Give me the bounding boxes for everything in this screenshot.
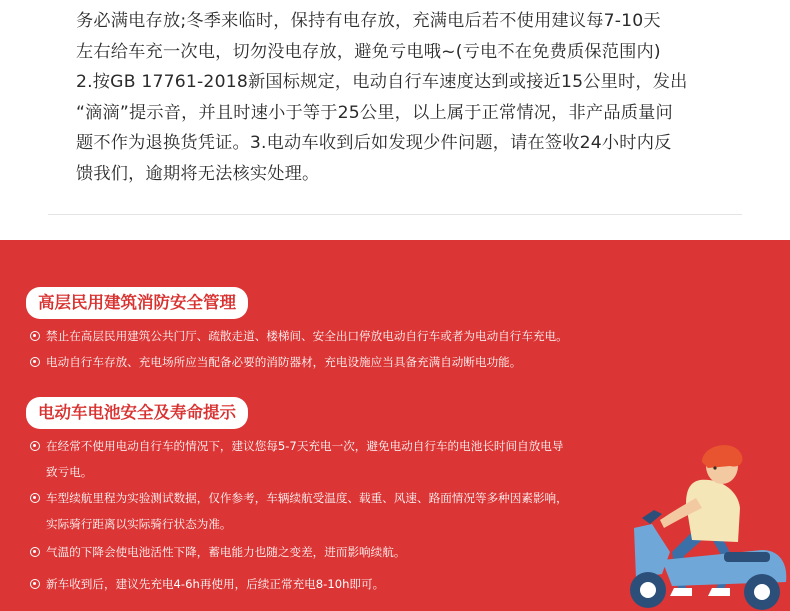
notice-line: 馈我们，逾期将无法核实处理。 — [76, 163, 320, 184]
scooter-rider-illustration — [612, 440, 790, 611]
notice-line: 2.按GB 17761-2018新国标规定，电动自行车速度达到或接近15公里时，发出 — [76, 72, 688, 92]
notice-line: 题不作为退换货凭证。3.电动车收到后如发现少件问题，请在签收24小时内反 — [76, 133, 672, 153]
battery-tip-item: 车型续航里程为实验测试数据，仅作参考，车辆续航受温度、载重、风速、路面情况等多种因素影响， 实际骑行距离以实际骑行状态为准。 — [30, 485, 568, 537]
fire-safety-heading: 高层民用建筑消防安全管理 — [26, 287, 248, 319]
battery-safety-heading: 电动车电池安全及寿命提示 — [26, 397, 248, 429]
helmet-icon — [702, 445, 742, 468]
rider-head — [702, 445, 742, 484]
bullet-ring-icon — [30, 357, 40, 367]
product-notice-section — [0, 0, 790, 240]
bullet-ring-icon — [30, 331, 40, 341]
battery-tip-item: 气温的下降会使电池活性下降，蓄电能力也随之变差，进而影响续航。 — [30, 539, 405, 565]
battery-tip-item: 新车收到后，建议先充电4-6h再使用，后续正常充电8-10h即可。 — [30, 571, 384, 597]
notice-line: 务必满电存放;冬季来临时，保持有电存放，充满电后若不使用建议每7-10天 — [76, 11, 661, 31]
fire-safety-item: 禁止在高层民用建筑公共门厅、疏散走道、楼梯间、安全出口停放电动自行车或者为电动自行车充电。 — [30, 323, 568, 349]
notice-line: “滴滴”提示音，并且时速小于等于25公里，以上属于正常情况，非产品质量问 — [76, 102, 673, 123]
notice-line: 左右给车充一次电，切勿没电存放，避免亏电哦~(亏电不在免费质保范围内) — [76, 41, 661, 62]
bullet-ring-icon — [30, 547, 40, 557]
notice-paragraph — [76, 6, 756, 189]
safety-tips-panel — [0, 240, 790, 611]
fire-safety-item: 电动自行车存放、充电场所应当配备必要的消防器材，充电设施应当具备充满自动断电功能。 — [30, 349, 521, 375]
scooter-seat — [724, 552, 770, 562]
rider-body — [660, 480, 740, 542]
battery-tip-item: 在经常不使用电动自行车的情况下，建议您每5-7天充电一次，避免电动自行车的电池长时间自放电导 致亏电。 — [30, 433, 563, 485]
bullet-ring-icon — [30, 579, 40, 589]
bullet-ring-icon — [30, 493, 40, 503]
section-divider — [48, 214, 742, 215]
bullet-ring-icon — [30, 441, 40, 451]
